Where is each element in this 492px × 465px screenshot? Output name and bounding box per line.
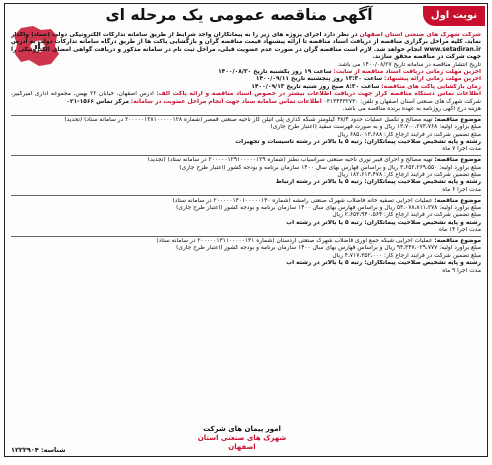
project-2: موضوع مناقصه: تهیه مصالح و اجرای فیبر نوری ناحیه صنعتی سرآسیاب نطنز (شماره ۲۰۰۰۰۰۱۲۹۱۰۰۰۰۰۱۲۹ در سامانه ستاد) (تجدید) مبلغ برآورد اولیه: ۳،۶۵۲،۲۶۹،۵۵۰ ریال و براساس فهارس بهای سال ۱۴۰۰ سازمان برنامه و بودجه کشور (اعتبار طرح جاری) مبلغ تضمین شرکت در فرآیند ارجاع کار: ۱۸۲،۶۱۳،۴۷۸ ریال رشته و پایه تشخیص صلاحیت پیمانکاران: رتبه ۵ یا بالاتر در رشته ارتباط مدت اجرا ۶ ماه [147,157,481,193]
project-3: موضوع مناقصه: عملیات اجرایی تصفیه خانه فاضلاب شهرک صنعتی رامشه (شماره ۲۰۰۰۰۰۱۳۰۱۰۰۰۰۰۱۳۰ در سامانه ستاد) مبلغ برآورد اولیه: ۵۳،۰۷۸،۸۱۱،۲۷۸ ریال و براساس فهارس بهای سال ۱۴۰۰ سازمان برنامه و بودجه کشور (اعتبار طرح جاری) مبلغ تضمین شرکت در فرآیند ارجاع کار: ۲،۶۵۳،۹۴۰،۵۶۴ ریال رشته و پایه تشخیص صلاحیت پیمانکاران: رتبه ۵ یا بالاتر در رشته آب مدت اجرا ۱۴ ماه [172,197,481,234]
project-1: موضوع مناقصه: تهیه مصالح و تکمیل عملیات حدود ۳۸/۴ کیلومتر شبکه گذاری پلی اتیلن گاز ناحیه صنعتی قمصر (شماره ۲۰۰۰۰۰۱۲۸۱۰۰۰۰۰۱۲۸ در سامانه ستاد) (تجدید) مبلغ برآورد اولیه: ۱۳،۷۰۰،۲۷۳،۷۶۸ ریال و به صورت فهرست سفید (اعتبار طرح جاری) مبلغ تضمین شرکت در فرآیند ارجاع کار: ۶۸۵،۰۱۳،۶۸۸ ریال رشته و پایه تشخیص صلاحیت پیمانکاران: رتبه ۵ یا بالاتر در رشته تاسیسات و تجهیزات مدت اجرا ۷ ماه [64,116,481,153]
intro-text: در نظر دارد اجرای پروژه های زیر را به پیمانکاران واجد شرایط از طریق سامانه تدارکات الکترونیکی دولت (ستاد) واگذار نماید. کلیه مراحل برگزاری مناقصه از دریافت اسناد مناقصه تا ارائه پیشنهاد قیمت مناقصه گران و بازگشایی پاکت ها از طریق درگاه سامانه تدارکات دولت به آدرس www.setadiran.ir انجام خواهد شد. لازم است مناقصه گران در صورت عدم عضویت قبلی، مراحل ثبت نام در سامانه مذکور و دریافت گواهی امضای الکترونیکی را جهت شرکت در مناقصه محقق سازند. [11,32,481,61]
notice-id: شناسه: ۱۲۲۲۹۰۴ [11,446,66,454]
notice-title: آگهی مناقصه عمومی یک مرحله ای [105,6,373,24]
organizer-name: شرکت شهرک های صنعتی استان اصفهان [359,32,481,38]
divider [11,236,481,237]
publish-date: تاریخ انتشار مناقصه در سامانه تاریخ ۱۴۰۰/۰۸/۲۷ می باشد. [337,61,481,68]
intro-paragraph [11,32,481,62]
signature-block: امور پیمان های شرکت شهرک های صنعتی استان اصفهان [197,425,287,451]
contact-info: اطلاعات تماس دستگاه مناقصه گزار جهت دریافت اطلاعات بیشتر در خصوص اسناد مناقصه و ارائه پاکت الف: آدرس اصفهان، خیابان ۲۲ بهمن، مجموعه اداری امیرکبیر، شرکت شهرک های صنعتی استان اصفهان و تلفن: ۰۳۱۳۴۴۳۲۷۳۰ اطلاعات تماس سامانه ستاد جهت انجام مراحل عضویت در سامانه: مرکز تماس ۱۵۶۶-۰۲۱ [11,91,481,105]
notice-header [5,4,487,32]
deadline-docs: آخرین مهلت زمانی دریافت اسناد مناقصه از سایت: ساعت ۱۹ روز یکشنبه تاریخ ۱۴۰۰/۰۸/۳۰ [218,69,481,76]
opening-time: زمان بازگشایی پاکت های مناقصه: ساعت ۸:۳۰ صبح روز شنبه تاریخ ۱۴۰۰/۰۹/۱۳ [251,83,481,90]
notice-footer [5,426,487,456]
ad-cost-note: هزینه درج آگهی روزنامه به عهده برنده مناقصه می باشد. [342,106,481,113]
tender-notice [4,3,488,457]
divider [11,155,481,156]
first-publication-badge: نوبت اول [423,6,485,26]
divider [11,115,481,116]
notice-body [11,32,481,275]
deadline-bid: آخرین مهلت زمانی ارائه پیشنهاد: ساعت ۱۳:۳۰ روز پنجشنبه تاریخ ۱۴۰۰/۰۹/۱۱ [255,76,481,83]
divider [11,195,481,196]
project-4: موضوع مناقصه: عملیات اجرایی شبکه جمع آوری فاضلاب شهرک صنعتی اردستان (شماره ۲۰۰۰۰۰۱۳۱۱۰۰۰۰۰۱۳۱ در سامانه ستاد) مبلغ برآورد اولیه: ۹۴،۳۴۷،۰۲۹،۷۷۷ ریال و براساس فهارس بهای سال ۱۴۰۰ سازمان برنامه و بودجه کشور (اعتبار طرح جاری) مبلغ تضمین شرکت در فرآیند ارجاع کار: ۴،۷۱۷،۳۵۲،۰۰۰ ریال رشته و پایه تشخیص صلاحیت پیمانکاران: رتبه ۵ یا بالاتر در رشته آب مدت اجرا ۹ ماه [156,238,481,274]
